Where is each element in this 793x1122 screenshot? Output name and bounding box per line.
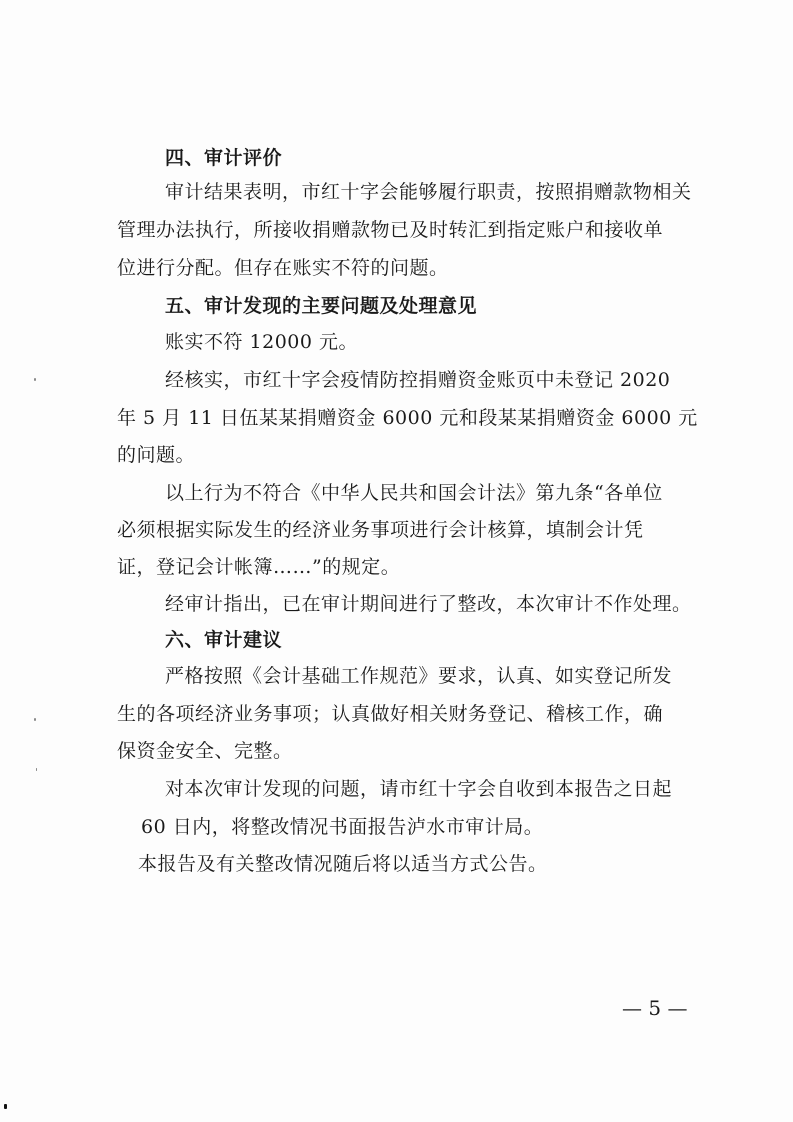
paragraph-line: 年 5 月 11 日伍某某捐赠资金 6000 元和段某某捐赠资金 6000 元 — [117, 407, 698, 429]
paragraph-line: 账实不符 12000 元。 — [165, 331, 359, 353]
page-number: — 5 — — [622, 996, 688, 1020]
paragraph-line: 必须根据实际发生的经济业务事项进行会计核算，填制会计凭 — [117, 519, 644, 541]
scan-speck — [34, 378, 36, 381]
paragraph-line: 以上行为不符合《中华人民共和国会计法》第九条“各单位 — [165, 482, 663, 504]
scan-speck — [34, 718, 36, 721]
paragraph-line: 保资金安全、完整。 — [117, 740, 293, 762]
paragraph-line: 本报告及有关整改情况随后将以适当方式公告。 — [138, 853, 548, 875]
paragraph-line: 的问题。 — [117, 444, 196, 466]
section-heading-audit-recommendations: 六、审计建议 — [165, 629, 283, 651]
paragraph-line: 证，登记会计帐簿……”的规定。 — [117, 556, 401, 578]
paragraph-line: 管理办法执行，所接收捐赠款物已及时转汇到指定账户和接收单 — [117, 219, 664, 241]
scan-speck — [36, 768, 37, 771]
scan-speck — [4, 1104, 7, 1109]
paragraph-line: 60 日内，将整改情况书面报告泸水市审计局。 — [141, 816, 544, 838]
section-heading-main-issues: 五、审计发现的主要问题及处理意见 — [165, 295, 478, 317]
section-heading-audit-evaluation: 四、审计评价 — [165, 147, 283, 169]
paragraph-line: 生的各项经济业务事项；认真做好相关财务登记、稽核工作，确 — [117, 703, 664, 725]
paragraph-line: 位进行分配。但存在账实不符的问题。 — [117, 257, 449, 279]
paragraph-line: 对本次审计发现的问题，请市红十字会自收到本报告之日起 — [165, 778, 673, 800]
paragraph-line: 经审计指出，已在审计期间进行了整改，本次审计不作处理。 — [165, 593, 692, 615]
paragraph-line: 审计结果表明，市红十字会能够履行职责，按照捐赠款物相关 — [165, 181, 692, 203]
paragraph-line: 严格按照《会计基础工作规范》要求，认真、如实登记所发 — [165, 665, 673, 687]
paragraph-line: 经核实，市红十字会疫情防控捐赠资金账页中未登记 2020 — [165, 369, 671, 391]
